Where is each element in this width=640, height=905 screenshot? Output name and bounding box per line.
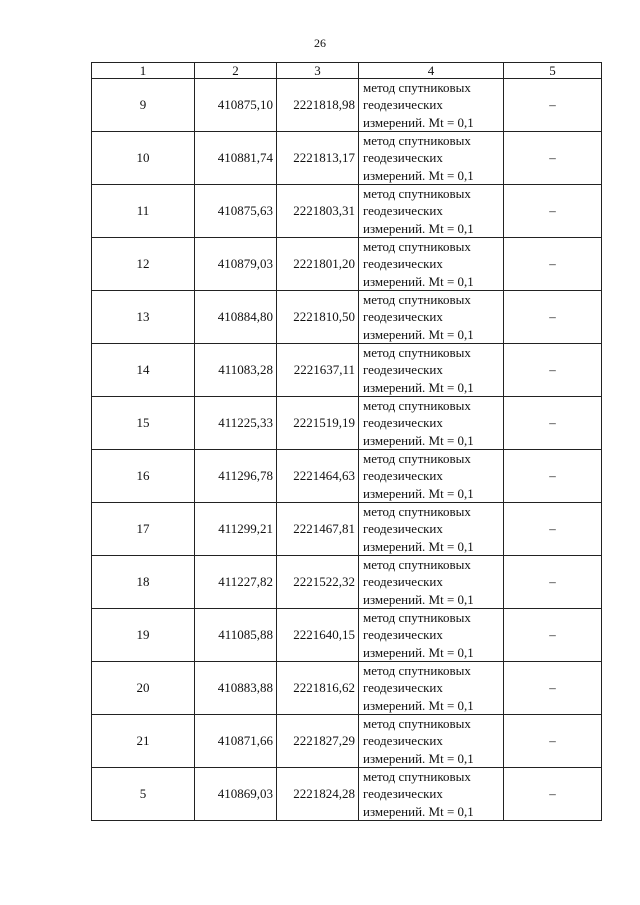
method-text-line: геодезических bbox=[363, 627, 443, 643]
method-text-line: метод спутниковых bbox=[363, 716, 471, 732]
method-cell bbox=[359, 715, 504, 768]
method-text-line: метод спутниковых bbox=[363, 451, 471, 467]
table-row bbox=[92, 715, 602, 768]
column-header-4: 4 bbox=[359, 63, 504, 79]
method-text-line: геодезических bbox=[363, 309, 443, 325]
method-text-line: геодезических bbox=[363, 574, 443, 590]
y-coordinate-cell: 2221810,50 bbox=[277, 291, 359, 344]
y-coordinate-cell: 2221640,15 bbox=[277, 609, 359, 662]
x-coordinate-cell: 410871,66 bbox=[195, 715, 277, 768]
table-row bbox=[92, 344, 602, 397]
y-coordinate-cell: 2221818,98 bbox=[277, 79, 359, 132]
column-header-1: 1 bbox=[92, 63, 195, 79]
table-header-row bbox=[92, 63, 602, 79]
method-text-line: измерений. Mt = 0,1 bbox=[363, 273, 474, 289]
note-cell: – bbox=[504, 503, 602, 556]
y-coordinate-cell: 2221816,62 bbox=[277, 662, 359, 715]
y-coordinate-cell: 2221464,63 bbox=[277, 450, 359, 503]
note-cell: – bbox=[504, 609, 602, 662]
method-cell bbox=[359, 132, 504, 185]
method-text-line: измерений. Mt = 0,1 bbox=[363, 432, 474, 448]
x-coordinate-cell: 410879,03 bbox=[195, 238, 277, 291]
table-row bbox=[92, 238, 602, 291]
x-coordinate-cell: 410869,03 bbox=[195, 768, 277, 821]
x-coordinate-cell: 410883,88 bbox=[195, 662, 277, 715]
method-text-line: измерений. Mt = 0,1 bbox=[363, 485, 474, 501]
y-coordinate-cell: 2221824,28 bbox=[277, 768, 359, 821]
method-text-line: измерений. Mt = 0,1 bbox=[363, 220, 474, 236]
y-coordinate-cell: 2221637,11 bbox=[277, 344, 359, 397]
method-cell bbox=[359, 609, 504, 662]
method-text-line: измерений. Mt = 0,1 bbox=[363, 167, 474, 183]
x-coordinate-cell: 410881,74 bbox=[195, 132, 277, 185]
method-text-line: метод спутниковых bbox=[363, 186, 471, 202]
table-row bbox=[92, 503, 602, 556]
method-text-line: геодезических bbox=[363, 733, 443, 749]
method-text-line: геодезических bbox=[363, 521, 443, 537]
point-number-cell: 10 bbox=[92, 132, 195, 185]
method-text-line: геодезических bbox=[363, 150, 443, 166]
point-number-cell: 19 bbox=[92, 609, 195, 662]
method-cell bbox=[359, 662, 504, 715]
x-coordinate-cell: 411083,28 bbox=[195, 344, 277, 397]
method-text-line: измерений. Mt = 0,1 bbox=[363, 750, 474, 766]
x-coordinate-cell: 410875,63 bbox=[195, 185, 277, 238]
column-header-2: 2 bbox=[195, 63, 277, 79]
table-row bbox=[92, 768, 602, 821]
method-text-line: метод спутниковых bbox=[363, 345, 471, 361]
x-coordinate-cell: 410875,10 bbox=[195, 79, 277, 132]
x-coordinate-cell: 410884,80 bbox=[195, 291, 277, 344]
method-text-line: геодезических bbox=[363, 97, 443, 113]
x-coordinate-cell: 411299,21 bbox=[195, 503, 277, 556]
table-body bbox=[92, 79, 602, 821]
method-text-line: метод спутниковых bbox=[363, 80, 471, 96]
point-number-cell: 17 bbox=[92, 503, 195, 556]
method-text-line: геодезических bbox=[363, 680, 443, 696]
x-coordinate-cell: 411227,82 bbox=[195, 556, 277, 609]
point-number-cell: 5 bbox=[92, 768, 195, 821]
point-number-cell: 14 bbox=[92, 344, 195, 397]
note-cell: – bbox=[504, 291, 602, 344]
method-text-line: измерений. Mt = 0,1 bbox=[363, 114, 474, 130]
method-text-line: измерений. Mt = 0,1 bbox=[363, 697, 474, 713]
point-number-cell: 9 bbox=[92, 79, 195, 132]
method-cell bbox=[359, 397, 504, 450]
method-text-line: измерений. Mt = 0,1 bbox=[363, 803, 474, 819]
method-text-line: измерений. Mt = 0,1 bbox=[363, 326, 474, 342]
method-cell bbox=[359, 185, 504, 238]
note-cell: – bbox=[504, 344, 602, 397]
method-text-line: метод спутниковых bbox=[363, 133, 471, 149]
method-cell bbox=[359, 79, 504, 132]
method-text-line: метод спутниковых bbox=[363, 504, 471, 520]
point-number-cell: 21 bbox=[92, 715, 195, 768]
y-coordinate-cell: 2221801,20 bbox=[277, 238, 359, 291]
method-text-line: геодезических bbox=[363, 786, 443, 802]
note-cell: – bbox=[504, 132, 602, 185]
y-coordinate-cell: 2221827,29 bbox=[277, 715, 359, 768]
point-number-cell: 13 bbox=[92, 291, 195, 344]
x-coordinate-cell: 411085,88 bbox=[195, 609, 277, 662]
method-cell bbox=[359, 450, 504, 503]
note-cell: – bbox=[504, 238, 602, 291]
y-coordinate-cell: 2221803,31 bbox=[277, 185, 359, 238]
note-cell: – bbox=[504, 450, 602, 503]
method-text-line: метод спутниковых bbox=[363, 398, 471, 414]
table-row bbox=[92, 556, 602, 609]
note-cell: – bbox=[504, 79, 602, 132]
y-coordinate-cell: 2221813,17 bbox=[277, 132, 359, 185]
method-text-line: метод спутниковых bbox=[363, 292, 471, 308]
method-cell bbox=[359, 291, 504, 344]
coordinates-table bbox=[91, 62, 602, 821]
table-row bbox=[92, 291, 602, 344]
method-text-line: метод спутниковых bbox=[363, 769, 471, 785]
column-header-3: 3 bbox=[277, 63, 359, 79]
method-text-line: измерений. Mt = 0,1 bbox=[363, 591, 474, 607]
method-text-line: геодезических bbox=[363, 362, 443, 378]
note-cell: – bbox=[504, 715, 602, 768]
point-number-cell: 11 bbox=[92, 185, 195, 238]
note-cell: – bbox=[504, 185, 602, 238]
note-cell: – bbox=[504, 397, 602, 450]
method-text-line: измерений. Mt = 0,1 bbox=[363, 538, 474, 554]
table-row bbox=[92, 397, 602, 450]
table-row bbox=[92, 662, 602, 715]
method-text-line: измерений. Mt = 0,1 bbox=[363, 379, 474, 395]
method-text-line: геодезических bbox=[363, 468, 443, 484]
method-text-line: геодезических bbox=[363, 203, 443, 219]
y-coordinate-cell: 2221522,32 bbox=[277, 556, 359, 609]
table-row bbox=[92, 79, 602, 132]
method-cell bbox=[359, 344, 504, 397]
column-header-5: 5 bbox=[504, 63, 602, 79]
note-cell: – bbox=[504, 556, 602, 609]
method-cell bbox=[359, 768, 504, 821]
method-text-line: метод спутниковых bbox=[363, 557, 471, 573]
point-number-cell: 20 bbox=[92, 662, 195, 715]
method-cell bbox=[359, 503, 504, 556]
table-row bbox=[92, 609, 602, 662]
table-row bbox=[92, 185, 602, 238]
x-coordinate-cell: 411296,78 bbox=[195, 450, 277, 503]
method-cell bbox=[359, 556, 504, 609]
y-coordinate-cell: 2221467,81 bbox=[277, 503, 359, 556]
method-text-line: измерений. Mt = 0,1 bbox=[363, 644, 474, 660]
note-cell: – bbox=[504, 662, 602, 715]
method-text-line: метод спутниковых bbox=[363, 610, 471, 626]
method-text-line: геодезических bbox=[363, 415, 443, 431]
method-text-line: метод спутниковых bbox=[363, 663, 471, 679]
point-number-cell: 15 bbox=[92, 397, 195, 450]
note-cell: – bbox=[504, 768, 602, 821]
point-number-cell: 12 bbox=[92, 238, 195, 291]
method-cell bbox=[359, 238, 504, 291]
table-row bbox=[92, 450, 602, 503]
page-number: 26 bbox=[314, 36, 326, 50]
point-number-cell: 16 bbox=[92, 450, 195, 503]
x-coordinate-cell: 411225,33 bbox=[195, 397, 277, 450]
table-row bbox=[92, 132, 602, 185]
method-text-line: геодезических bbox=[363, 256, 443, 272]
method-text-line: метод спутниковых bbox=[363, 239, 471, 255]
y-coordinate-cell: 2221519,19 bbox=[277, 397, 359, 450]
point-number-cell: 18 bbox=[92, 556, 195, 609]
